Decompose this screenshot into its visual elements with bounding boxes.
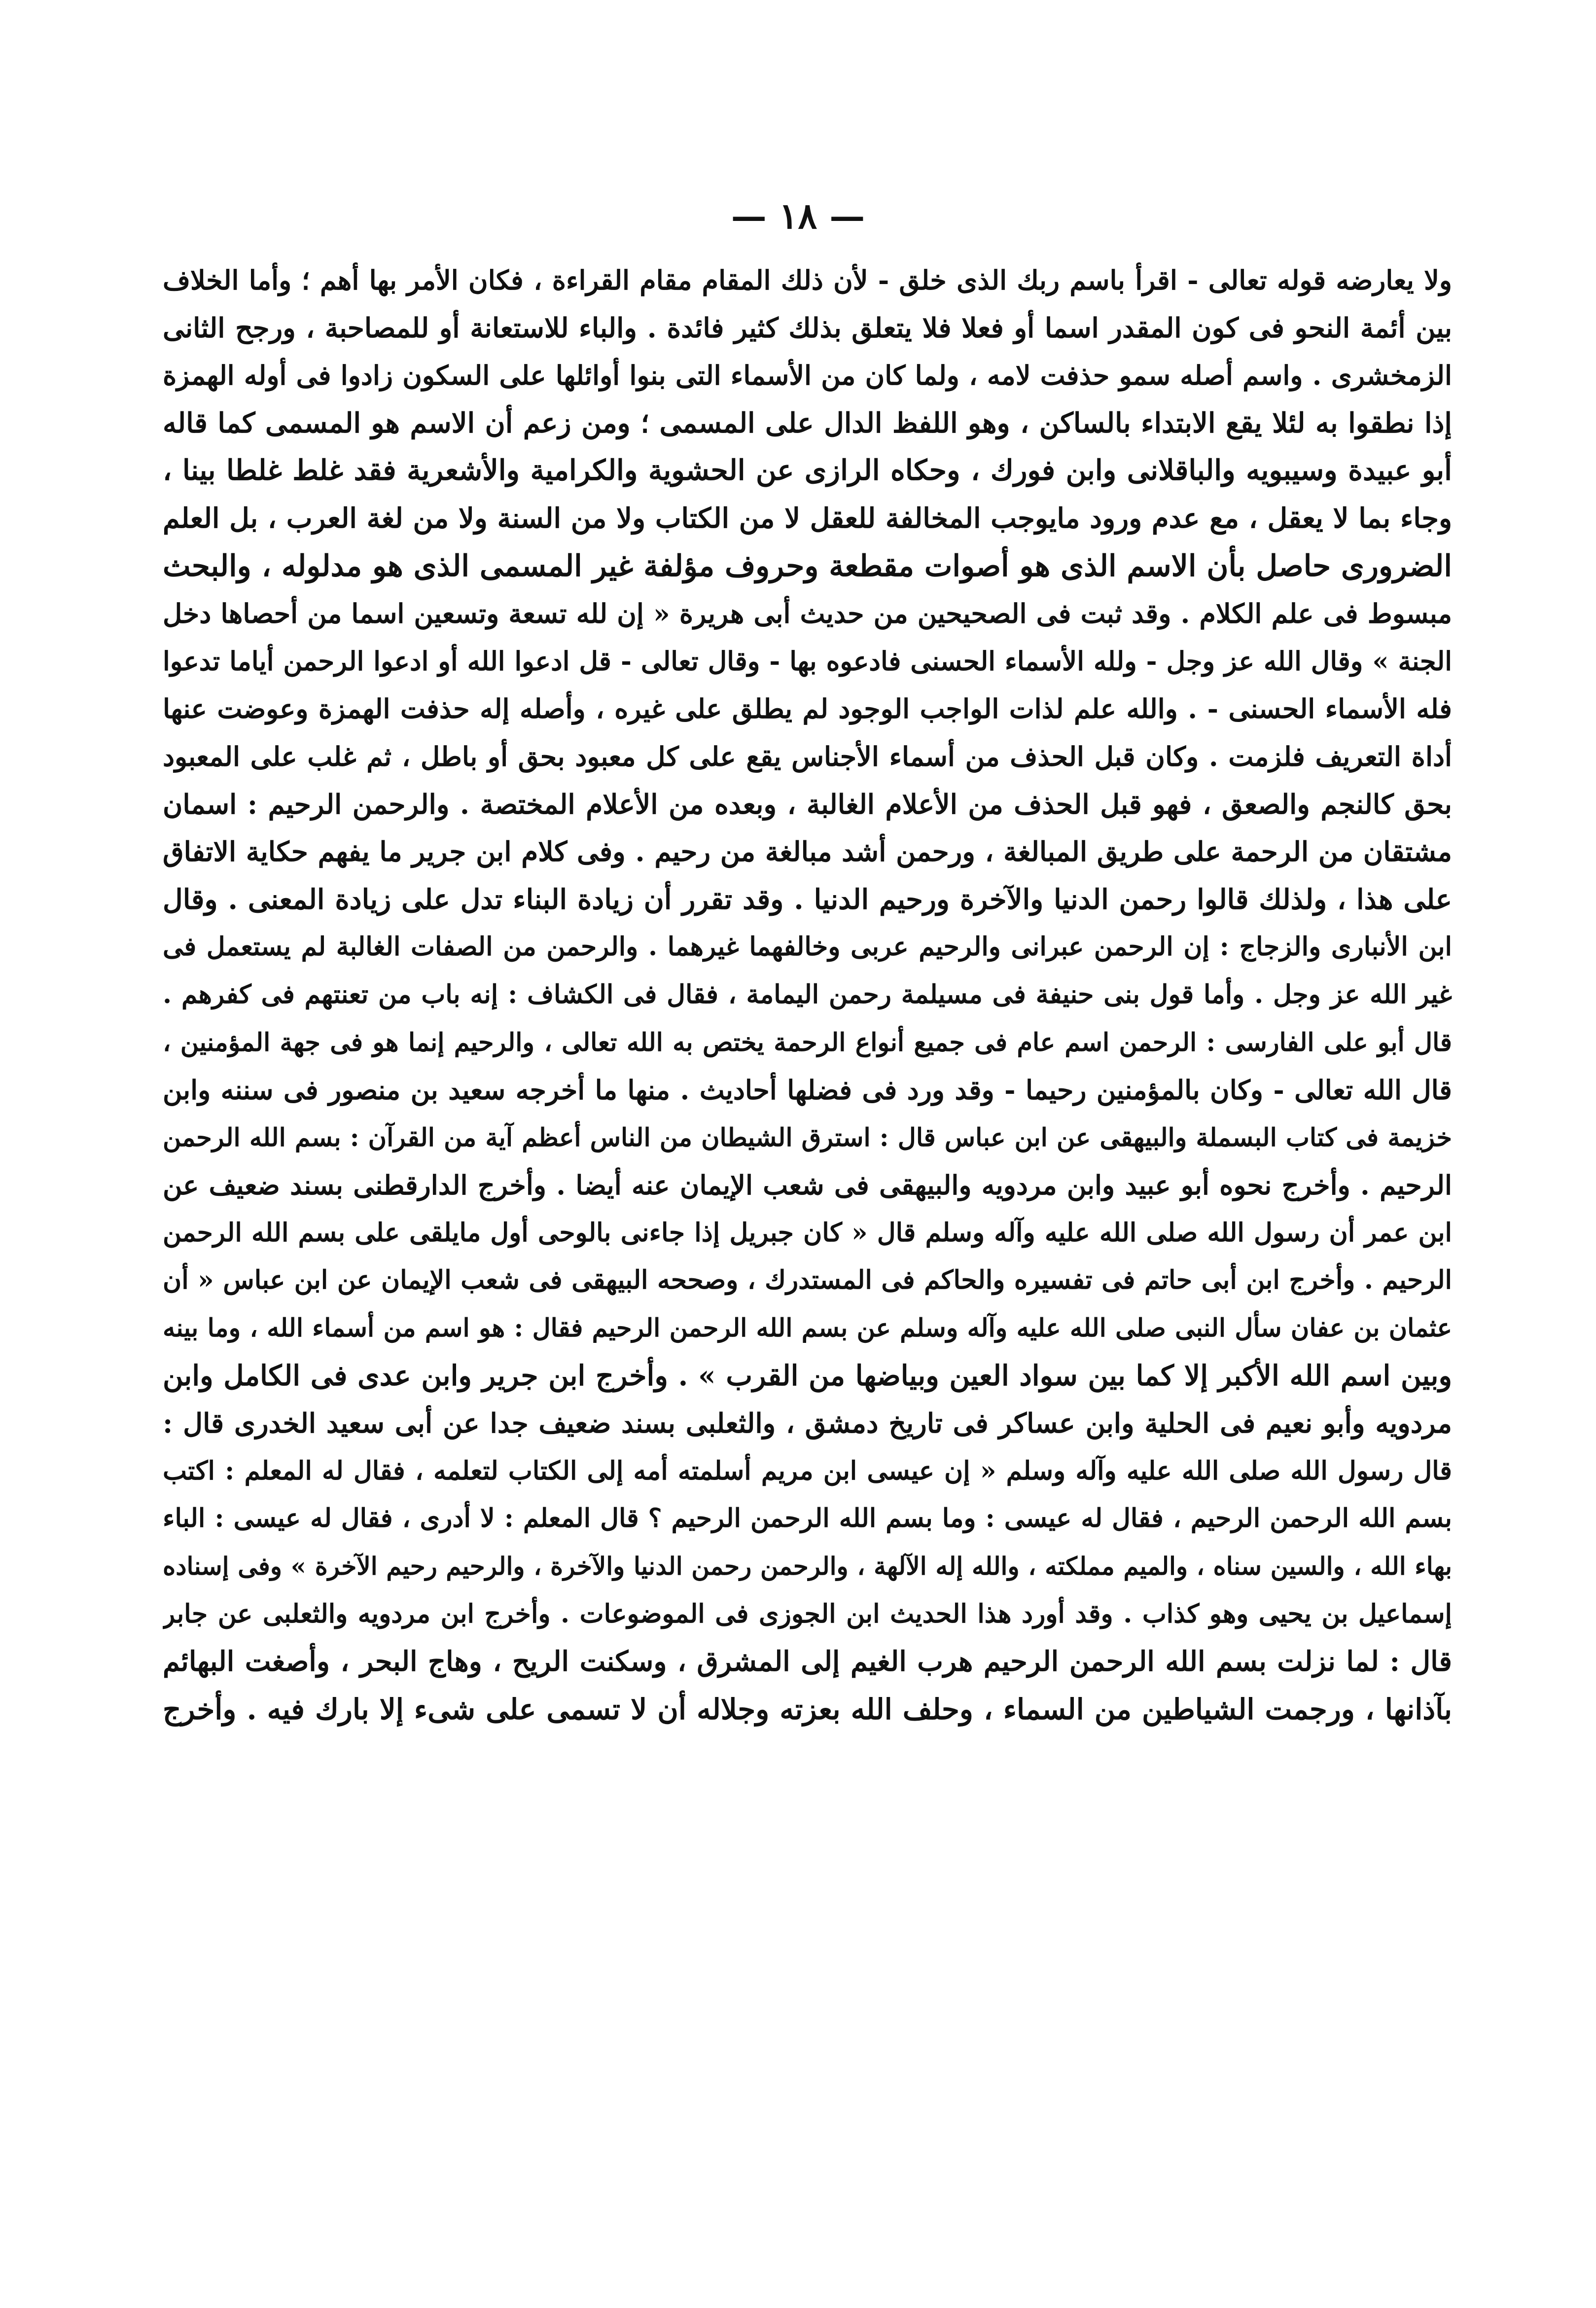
page-number: — ١٨ — xyxy=(731,195,865,237)
text-line: قال رسول الله صلى الله عليه وآله وسلم « إن عيسى ابن مريم أسلمته أمه إلى الكتاب لتعلمه ، فقال له المعلم : اكتب xyxy=(163,1455,1452,1486)
text-line: وبين اسم الله الأكبر إلا كما بين سواد العين وبياضها من القرب » . وأخرج ابن جرير وابن عدى فى الكامل وابن xyxy=(163,1359,1452,1392)
text-line: ابن عمر أن رسول الله صلى الله عليه وآله وسلم قال « كان جبريل إذا جاءنى بالوحى أول مايلقى على بسم الله الرحمن xyxy=(163,1217,1452,1248)
text-line: ابن الأنبارى والزجاج : إن الرحمن عبرانى والرحيم عربى وخالفهما غيرهما . والرحمن من الصفات الغالبة لم يستعمل فى xyxy=(163,932,1452,962)
text-line: على هذا ، ولذلك قالوا رحمن الدنيا والآخرة ورحيم الدنيا . وقد تقرر أن زيادة البناء تدل على زيادة المعنى . وقال xyxy=(163,883,1452,916)
text-line: غير الله عز وجل . وأما قول بنى حنيفة فى مسيلمة رحمن اليمامة ، فقال فى الكشاف : إنه باب من تعنتهم فى كفرهم . xyxy=(163,979,1452,1010)
text-line: الرحيم . وأخرج نحوه أبو عبيد وابن مردويه والبيهقى فى شعب الإيمان عنه أيضا . وأخرج الدارقطنى بسند ضعيف عن xyxy=(163,1169,1452,1201)
text-line: مشتقان من الرحمة على طريق المبالغة ، ورحمن أشد مبالغة من رحيم . وفى كلام ابن جرير ما يفهم حكاية الاتفاق xyxy=(163,835,1452,868)
text-line: وجاء بما لا يعقل ، مع عدم ورود مايوجب المخالفة للعقل لا من الكتاب ولا من السنة ولا من لغة العرب ، بل العلم xyxy=(163,502,1452,535)
text-line: فله الأسماء الحسنى - . والله علم لذات الواجب الوجود لم يطلق على غيره ، وأصله إله حذفت الهمزة وعوضت عنها xyxy=(163,693,1452,725)
text-line: إذا نطقوا به لئلا يقع الابتداء بالساكن ، وهو اللفظ الدال على المسمى ؛ ومن زعم أن الاسم هو المسمى كما قاله xyxy=(163,406,1452,439)
text-line: أداة التعريف فلزمت . وكان قبل الحذف من أسماء الأجناس يقع على كل معبود بحق أو باطل ، ثم غلب على المعبود xyxy=(163,740,1452,772)
text-line: إسماعيل بن يحيى وهو كذاب . وقد أورد هذا الحديث ابن الجوزى فى الموضوعات . وأخرج ابن مردويه والثعلبى عن جابر xyxy=(163,1598,1452,1629)
text-line: قال الله تعالى - وكان بالمؤمنين رحيما - وقد ورد فى فضلها أحاديث . منها ما أخرجه سعيد بن منصور فى سننه وابن xyxy=(163,1074,1452,1106)
text-line: مردويه وأبو نعيم فى الحلية وابن عساكر فى تاريخ دمشق ، والثعلبى بسند ضعيف جدا عن أبى سعيد الخدرى قال : xyxy=(163,1407,1452,1440)
text-line: خزيمة فى كتاب البسملة والبيهقى عن ابن عباس قال : استرق الشيطان من الناس أعظم آية من القرآن : بسم الله الرحمن xyxy=(163,1122,1452,1153)
text-line: الجنة » وقال الله عز وجل - ولله الأسماء الحسنى فادعوه بها - وقال تعالى - قل ادعوا الله أو ادعوا الرحمن أياما تدعوا xyxy=(163,646,1452,677)
text-line: أبو عبيدة وسيبويه والباقلانى وابن فورك ، وحكاه الرازى عن الحشوية والكرامية والأشعرية فقد غلط غلطا بينا ، xyxy=(163,454,1452,487)
text-line: بآذانها ، ورجمت الشياطين من السماء ، وحلف الله بعزته وجلاله أن لا تسمى على شىء إلا بارك فيه . وأخرج xyxy=(163,1692,1452,1726)
text-line: بهاء الله ، والسين سناه ، والميم مملكته ، والله إله الآلهة ، والرحمن رحمن الدنيا والآخرة ، والرحيم رحيم الآخرة » وفى إسناده xyxy=(163,1551,1452,1581)
text-line: قال : لما نزلت بسم الله الرحمن الرحيم هرب الغيم إلى المشرق ، وسكنت الريح ، وهاج البحر ، وأصغت البهائم xyxy=(163,1645,1452,1678)
text-line: الضرورى حاصل بأن الاسم الذى هو أصوات مقطعة وحروف مؤلفة غير المسمى الذى هو مدلوله ، والبحث xyxy=(163,548,1452,583)
text-line: مبسوط فى علم الكلام . وقد ثبت فى الصحيحين من حديث أبى هريرة « إن لله تسعة وتسعين اسما من أحصاها دخل xyxy=(163,598,1452,630)
text-line: عثمان بن عفان سأل النبى صلى الله عليه وآله وسلم عن بسم الله الرحمن الرحيم فقال : هو اسم من أسماء الله ، وما بينه xyxy=(163,1313,1452,1343)
text-line: الرحيم . وأخرج ابن أبى حاتم فى تفسيره والحاكم فى المستدرك ، وصححه البيهقى فى شعب الإيمان عن ابن عباس « أن xyxy=(163,1265,1452,1296)
body-text xyxy=(163,256,1452,1733)
text-line: قال أبو على الفارسى : الرحمن اسم عام فى جميع أنواع الرحمة يختص به الله تعالى ، والرحيم إنما هو فى جهة المؤمنين ، xyxy=(163,1027,1452,1057)
text-line: بسم الله الرحمن الرحيم ، فقال له عيسى : وما بسم الله الرحمن الرحيم ؟ قال المعلم : لا أدرى ، فقال له عيسى : الباء xyxy=(163,1503,1452,1534)
text-line: بحق كالنجم والصعق ، فهو قبل الحذف من الأعلام الغالبة ، وبعده من الأعلام المختصة . والرحمن الرحيم : اسمان xyxy=(163,788,1452,820)
text-line: الزمخشرى . واسم أصله سمو حذفت لامه ، ولما كان من الأسماء التى بنوا أوائلها على السكون زادوا فى أوله الهمزة xyxy=(163,360,1452,392)
text-line: ولا يعارضه قوله تعالى - اقرأ باسم ربك الذى خلق - لأن ذلك المقام مقام القراءة ، فكان الأمر بها أهم ؛ وأما الخلاف xyxy=(163,264,1452,296)
text-line: بين أئمة النحو فى كون المقدر اسما أو فعلا فلا يتعلق بذلك كثير فائدة . والباء للاستعانة أو للمصاحبة ، ورجح الثانى xyxy=(163,311,1452,344)
